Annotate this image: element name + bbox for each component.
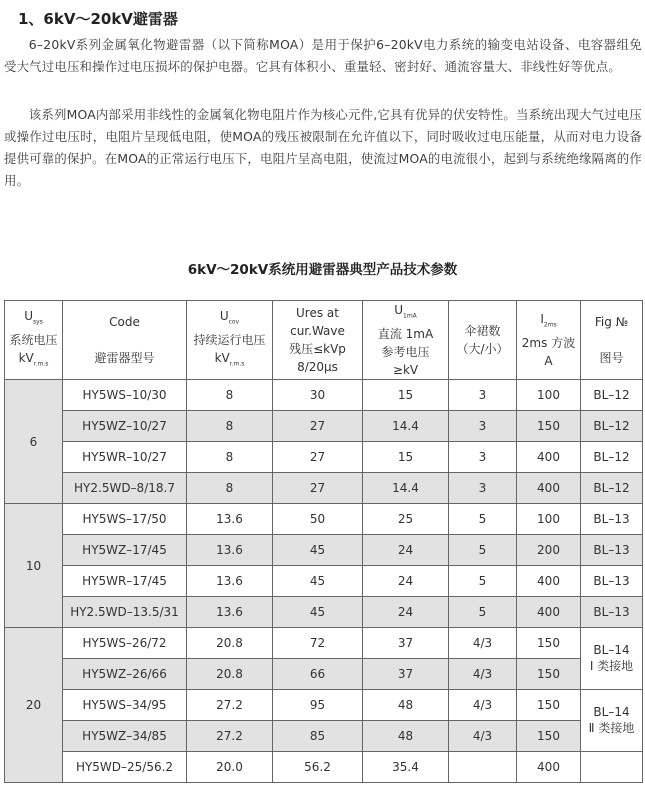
header-code: Code 避雷器型号 <box>63 301 187 380</box>
table-row <box>5 504 643 535</box>
cell-fig: BL–12 <box>581 380 643 411</box>
cell-code: HY5WZ–17/45 <box>63 535 187 566</box>
cell-ures: 66 <box>273 659 363 690</box>
cell-fig: BL–13 <box>581 504 643 535</box>
cell-sheds <box>449 752 517 783</box>
cell-ucov: 8 <box>187 380 273 411</box>
cell-u1ma: 37 <box>363 659 449 690</box>
intro-paragraph: 6–20kV系列金属氧化物避雷器（以下简称MOA）是用于保护6–20kV电力系统的输变电站设备、电容器组免受大气过电压和操作过电压损坏的保护电器。它具有体积小、重量轻、密封好、通流容量大、非线性好等优点。 <box>4 37 642 74</box>
cell-fig: BL–12 <box>581 473 643 504</box>
spec-table <box>4 300 643 783</box>
cell-sheds: 3 <box>449 411 517 442</box>
cell-sheds: 3 <box>449 442 517 473</box>
system-voltage-cell: 20 <box>5 628 63 783</box>
detail-paragraph: 该系列MOA内部采用非线性的金属氧化物电阻片作为核心元件,它具有优异的伏安特性。当系统出现大气过电压或操作过电压时，电阻片呈现低电阻，使MOA的残压被限制在允许值以下，同时吸收过电压能量，从而对电力设备提供可靠的保护。在MOA的正常运行电压下，电阻片呈高电阻，使流过MOA的电流很小，起到与系统绝缘隔离的作用。 <box>4 107 642 188</box>
cell-code: HY5WD–25/56.2 <box>63 752 187 783</box>
table-row <box>5 659 643 690</box>
fig-number: BL–14 <box>593 643 630 658</box>
fig-number: BL–14 <box>593 705 630 720</box>
cell-ures: 45 <box>273 597 363 628</box>
fig-grounding: Ⅱ 类接地 <box>588 721 635 736</box>
header-sheds: 伞裙数 （大/小） <box>449 301 517 380</box>
cell-ucov: 20.8 <box>187 628 273 659</box>
cell-ucov: 8 <box>187 442 273 473</box>
cell-i2ms: 150 <box>517 659 581 690</box>
cell-sheds: 5 <box>449 504 517 535</box>
table-row <box>5 380 643 411</box>
cell-code: HY5WZ–26/66 <box>63 659 187 690</box>
cell-code: HY5WS–26/72 <box>63 628 187 659</box>
table-row <box>5 566 643 597</box>
cell-ucov: 13.6 <box>187 535 273 566</box>
cell-u1ma: 48 <box>363 690 449 721</box>
cell-ucov: 13.6 <box>187 597 273 628</box>
fig-grounding: Ⅰ 类接地 <box>589 659 634 674</box>
cell-fig: BL–13 <box>581 535 643 566</box>
cell-code: HY5WS–34/95 <box>63 690 187 721</box>
table-row <box>5 752 643 783</box>
cell-fig <box>581 752 643 783</box>
cell-i2ms: 150 <box>517 628 581 659</box>
cell-ures: 50 <box>273 504 363 535</box>
header-system-voltage: $U_{sys}$ 系统电压 $kV_{r.m.s}$ <box>5 301 63 380</box>
table-row <box>5 721 643 752</box>
cell-u1ma: 24 <box>363 597 449 628</box>
cell-code: HY5WZ–34/85 <box>63 721 187 752</box>
table-row <box>5 411 643 442</box>
cell-i2ms: 150 <box>517 690 581 721</box>
table-row <box>5 597 643 628</box>
cell-u1ma: 24 <box>363 535 449 566</box>
header-continuous-voltage: $U_{cov}$ 持续运行电压 $kV_{r.m.s}$ <box>187 301 273 380</box>
cell-fig: BL–12 <box>581 442 643 473</box>
cell-sheds: 4/3 <box>449 721 517 752</box>
cell-sheds: 5 <box>449 535 517 566</box>
cell-ures: 45 <box>273 535 363 566</box>
cell-u1ma: 14.4 <box>363 411 449 442</box>
cell-u1ma: 15 <box>363 380 449 411</box>
spec-table-body <box>5 380 643 783</box>
cell-ucov: 8 <box>187 411 273 442</box>
table-header-row <box>5 301 643 380</box>
table-row <box>5 442 643 473</box>
header-residual-voltage: Ures at cur.Wave 残压≤kVp 8/20μs <box>273 301 363 380</box>
table-row <box>5 535 643 566</box>
cell-i2ms: 100 <box>517 380 581 411</box>
cell-fig: BL–13 <box>581 566 643 597</box>
cell-code: HY5WS–17/50 <box>63 504 187 535</box>
cell-ures: 85 <box>273 721 363 752</box>
cell-sheds: 3 <box>449 380 517 411</box>
cell-ucov: 20.0 <box>187 752 273 783</box>
cell-fig: BL–13 <box>581 597 643 628</box>
cell-ucov: 13.6 <box>187 566 273 597</box>
cell-ucov: 20.8 <box>187 659 273 690</box>
cell-ures: 27 <box>273 411 363 442</box>
cell-u1ma: 24 <box>363 566 449 597</box>
table-row <box>5 690 643 721</box>
cell-code: HY5WZ–10/27 <box>63 411 187 442</box>
cell-i2ms: 400 <box>517 752 581 783</box>
cell-fig: BL–12 <box>581 411 643 442</box>
cell-ures: 56.2 <box>273 752 363 783</box>
cell-fig <box>581 628 643 690</box>
cell-ucov: 8 <box>187 473 273 504</box>
cell-u1ma: 25 <box>363 504 449 535</box>
cell-i2ms: 200 <box>517 535 581 566</box>
cell-code: HY5WS–10/30 <box>63 380 187 411</box>
cell-ucov: 27.2 <box>187 690 273 721</box>
cell-sheds: 4/3 <box>449 659 517 690</box>
cell-ucov: 13.6 <box>187 504 273 535</box>
cell-fig <box>581 690 643 752</box>
cell-ures: 27 <box>273 442 363 473</box>
cell-ures: 45 <box>273 566 363 597</box>
header-figure: Fig № 图号 <box>581 301 643 380</box>
table-row <box>5 473 643 504</box>
cell-ures: 95 <box>273 690 363 721</box>
cell-i2ms: 400 <box>517 473 581 504</box>
cell-code: HY2.5WD–13.5/31 <box>63 597 187 628</box>
cell-code: HY2.5WD–8/18.7 <box>63 473 187 504</box>
cell-i2ms: 150 <box>517 411 581 442</box>
cell-i2ms: 400 <box>517 442 581 473</box>
cell-ures: 72 <box>273 628 363 659</box>
cell-code: HY5WR–17/45 <box>63 566 187 597</box>
cell-sheds: 5 <box>449 597 517 628</box>
cell-u1ma: 35.4 <box>363 752 449 783</box>
cell-ures: 27 <box>273 473 363 504</box>
cell-sheds: 4/3 <box>449 690 517 721</box>
cell-code: HY5WR–10/27 <box>63 442 187 473</box>
system-voltage-cell: 6 <box>5 380 63 504</box>
system-voltage-cell: 10 <box>5 504 63 628</box>
table-row <box>5 628 643 659</box>
cell-i2ms: 400 <box>517 566 581 597</box>
cell-i2ms: 150 <box>517 721 581 752</box>
cell-u1ma: 48 <box>363 721 449 752</box>
cell-sheds: 3 <box>449 473 517 504</box>
cell-i2ms: 400 <box>517 597 581 628</box>
cell-sheds: 4/3 <box>449 628 517 659</box>
cell-ucov: 27.2 <box>187 721 273 752</box>
cell-u1ma: 14.4 <box>363 473 449 504</box>
header-reference-voltage: $U_{1mA}$ 直流 1mA 参考电压 ≥kV <box>363 301 449 380</box>
cell-sheds: 5 <box>449 566 517 597</box>
table-title: 6kV～20kV系统用避雷器典型产品技术参数 <box>187 262 458 278</box>
cell-u1ma: 15 <box>363 442 449 473</box>
cell-u1ma: 37 <box>363 628 449 659</box>
header-square-wave: $I_{2ms}$ 2ms 方波 A <box>517 301 581 380</box>
cell-ures: 30 <box>273 380 363 411</box>
cell-i2ms: 100 <box>517 504 581 535</box>
section-title: 1、6kV～20kV避雷器 <box>18 10 178 28</box>
